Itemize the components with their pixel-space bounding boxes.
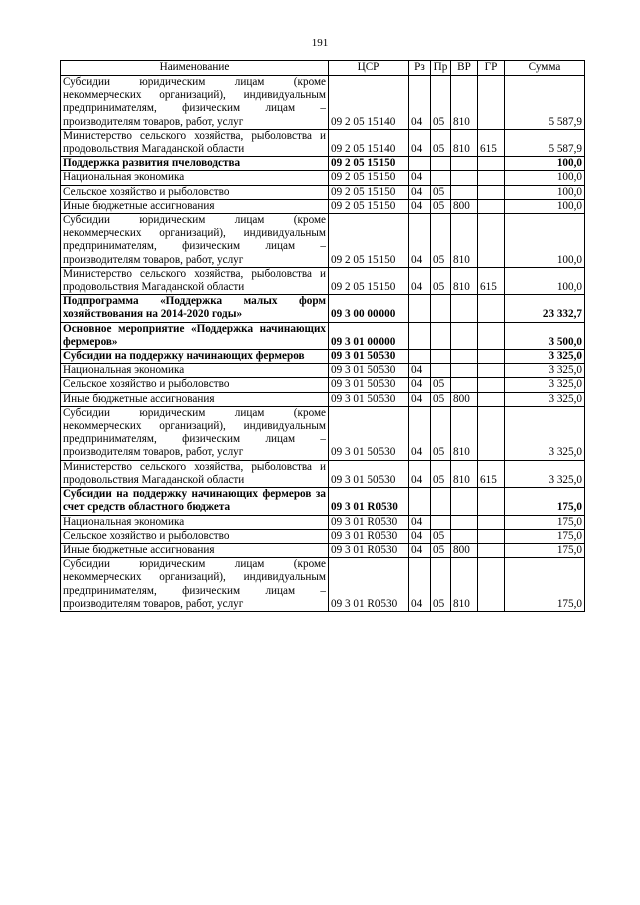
row-pr-cell: 05 xyxy=(431,267,451,294)
row-vr-cell: 810 xyxy=(451,214,478,268)
table-row xyxy=(61,529,585,543)
row-pr-cell: 05 xyxy=(431,185,451,199)
row-gr-cell xyxy=(478,543,505,557)
row-gr-cell xyxy=(478,157,505,171)
table-row xyxy=(61,543,585,557)
row-pr-cell xyxy=(431,322,451,349)
row-csr-cell: 09 3 01 50530 xyxy=(329,364,409,378)
row-rz-cell: 04 xyxy=(409,460,431,487)
row-vr-cell xyxy=(451,515,478,529)
budget-table xyxy=(60,60,585,612)
row-sum-cell: 100,0 xyxy=(505,214,585,268)
row-vr-cell: 810 xyxy=(451,460,478,487)
row-gr-cell xyxy=(478,558,505,612)
table-row xyxy=(61,460,585,487)
row-pr-cell: 05 xyxy=(431,214,451,268)
row-csr-cell: 09 3 01 50530 xyxy=(329,350,409,364)
row-vr-cell: 810 xyxy=(451,267,478,294)
row-vr-cell: 810 xyxy=(451,76,478,130)
row-name-cell: Министерство сельского хозяйства, рыболовства и продовольствия Магаданской области xyxy=(61,267,329,294)
row-pr-cell: 05 xyxy=(431,543,451,557)
row-csr-cell: 09 3 01 R0530 xyxy=(329,529,409,543)
row-rz-cell: 04 xyxy=(409,199,431,213)
row-rz-cell xyxy=(409,350,431,364)
row-sum-cell: 3 325,0 xyxy=(505,392,585,406)
row-csr-cell: 09 2 05 15150 xyxy=(329,199,409,213)
row-gr-cell xyxy=(478,214,505,268)
row-gr-cell xyxy=(478,378,505,392)
row-vr-cell xyxy=(451,322,478,349)
row-rz-cell: 04 xyxy=(409,267,431,294)
row-name-cell: Субсидии на поддержку начинающих фермеров за счет средств областного бюджета xyxy=(61,488,329,515)
row-name-cell: Сельское хозяйство и рыболовство xyxy=(61,378,329,392)
row-rz-cell xyxy=(409,488,431,515)
row-name-cell: Субсидии юридическим лицам (кроме некоммерческих организаций), индивидуальным предпринимателям, физическим лицам – производителям товаров, работ, услуг xyxy=(61,558,329,612)
row-gr-cell xyxy=(478,199,505,213)
row-csr-cell: 09 3 01 50530 xyxy=(329,406,409,460)
header-name: Наименование xyxy=(61,61,329,76)
row-csr-cell: 09 3 01 R0530 xyxy=(329,543,409,557)
table-row xyxy=(61,406,585,460)
row-name-cell: Национальная экономика xyxy=(61,515,329,529)
row-pr-cell xyxy=(431,350,451,364)
row-gr-cell: 615 xyxy=(478,129,505,156)
row-gr-cell: 615 xyxy=(478,267,505,294)
table-row xyxy=(61,214,585,268)
row-vr-cell xyxy=(451,488,478,515)
table-row xyxy=(61,157,585,171)
row-gr-cell xyxy=(478,488,505,515)
row-pr-cell: 05 xyxy=(431,76,451,130)
row-pr-cell: 05 xyxy=(431,392,451,406)
row-sum-cell: 3 325,0 xyxy=(505,350,585,364)
row-vr-cell xyxy=(451,171,478,185)
row-pr-cell: 05 xyxy=(431,406,451,460)
row-gr-cell xyxy=(478,392,505,406)
header-pr: Пр xyxy=(431,61,451,76)
row-pr-cell: 05 xyxy=(431,129,451,156)
row-csr-cell: 09 3 01 R0530 xyxy=(329,488,409,515)
header-csr: ЦСР xyxy=(329,61,409,76)
row-sum-cell: 23 332,7 xyxy=(505,295,585,322)
header-rz: Рз xyxy=(409,61,431,76)
table-row xyxy=(61,488,585,515)
page-number: 191 xyxy=(311,37,329,49)
row-sum-cell: 5 587,9 xyxy=(505,76,585,130)
row-name-cell: Национальная экономика xyxy=(61,171,329,185)
row-sum-cell: 3 325,0 xyxy=(505,378,585,392)
row-gr-cell xyxy=(478,406,505,460)
row-sum-cell: 5 587,9 xyxy=(505,129,585,156)
row-sum-cell: 175,0 xyxy=(505,488,585,515)
row-pr-cell xyxy=(431,295,451,322)
row-rz-cell: 04 xyxy=(409,76,431,130)
row-vr-cell xyxy=(451,529,478,543)
row-vr-cell: 810 xyxy=(451,406,478,460)
row-csr-cell: 09 3 01 R0530 xyxy=(329,515,409,529)
table-row xyxy=(61,515,585,529)
row-sum-cell: 175,0 xyxy=(505,543,585,557)
row-sum-cell: 175,0 xyxy=(505,515,585,529)
table-row xyxy=(61,392,585,406)
row-sum-cell: 3 325,0 xyxy=(505,364,585,378)
row-vr-cell xyxy=(451,157,478,171)
table-row xyxy=(61,199,585,213)
row-csr-cell: 09 2 05 15150 xyxy=(329,157,409,171)
row-name-cell: Сельское хозяйство и рыболовство xyxy=(61,529,329,543)
row-gr-cell xyxy=(478,529,505,543)
row-csr-cell: 09 2 05 15140 xyxy=(329,76,409,130)
row-csr-cell: 09 3 01 00000 xyxy=(329,322,409,349)
row-rz-cell xyxy=(409,295,431,322)
header-vr: ВР xyxy=(451,61,478,76)
row-csr-cell: 09 2 05 15150 xyxy=(329,267,409,294)
row-rz-cell xyxy=(409,157,431,171)
table-body xyxy=(61,76,585,612)
row-gr-cell xyxy=(478,295,505,322)
row-name-cell: Основное мероприятие «Поддержка начинающих фермеров» xyxy=(61,322,329,349)
row-gr-cell xyxy=(478,350,505,364)
row-name-cell: Министерство сельского хозяйства, рыболовства и продовольствия Магаданской области xyxy=(61,129,329,156)
row-name-cell: Иные бюджетные ассигнования xyxy=(61,392,329,406)
row-vr-cell xyxy=(451,350,478,364)
table-row xyxy=(61,378,585,392)
table-row xyxy=(61,267,585,294)
row-vr-cell: 800 xyxy=(451,392,478,406)
row-sum-cell: 3 325,0 xyxy=(505,460,585,487)
row-name-cell: Подпрограмма «Поддержка малых форм хозяйствования на 2014-2020 годы» xyxy=(61,295,329,322)
row-pr-cell xyxy=(431,157,451,171)
row-name-cell: Субсидии на поддержку начинающих фермеров xyxy=(61,350,329,364)
row-vr-cell xyxy=(451,295,478,322)
row-rz-cell xyxy=(409,322,431,349)
table-row xyxy=(61,185,585,199)
row-rz-cell: 04 xyxy=(409,406,431,460)
row-csr-cell: 09 2 05 15140 xyxy=(329,129,409,156)
row-gr-cell xyxy=(478,322,505,349)
header-gr: ГР xyxy=(478,61,505,76)
row-name-cell: Субсидии юридическим лицам (кроме некоммерческих организаций), индивидуальным предпринимателям, физическим лицам – производителям товаров, работ, услуг xyxy=(61,406,329,460)
row-vr-cell xyxy=(451,364,478,378)
table-row xyxy=(61,322,585,349)
row-name-cell: Субсидии юридическим лицам (кроме некоммерческих организаций), индивидуальным предпринимателям, физическим лицам – производителям товаров, работ, услуг xyxy=(61,76,329,130)
row-pr-cell xyxy=(431,364,451,378)
row-rz-cell: 04 xyxy=(409,392,431,406)
row-csr-cell: 09 3 00 00000 xyxy=(329,295,409,322)
row-name-cell: Сельское хозяйство и рыболовство xyxy=(61,185,329,199)
row-vr-cell xyxy=(451,185,478,199)
row-pr-cell xyxy=(431,171,451,185)
row-csr-cell: 09 2 05 15150 xyxy=(329,214,409,268)
row-csr-cell: 09 3 01 R0530 xyxy=(329,558,409,612)
row-pr-cell: 05 xyxy=(431,529,451,543)
table-row xyxy=(61,364,585,378)
row-rz-cell: 04 xyxy=(409,515,431,529)
table-row xyxy=(61,129,585,156)
table-row xyxy=(61,558,585,612)
row-vr-cell: 800 xyxy=(451,199,478,213)
row-rz-cell: 04 xyxy=(409,171,431,185)
row-vr-cell xyxy=(451,378,478,392)
row-gr-cell xyxy=(478,515,505,529)
row-rz-cell: 04 xyxy=(409,214,431,268)
row-csr-cell: 09 2 05 15150 xyxy=(329,171,409,185)
row-name-cell: Национальная экономика xyxy=(61,364,329,378)
table-row xyxy=(61,295,585,322)
row-sum-cell: 175,0 xyxy=(505,529,585,543)
row-vr-cell: 800 xyxy=(451,543,478,557)
row-rz-cell: 04 xyxy=(409,364,431,378)
table-row xyxy=(61,76,585,130)
row-pr-cell: 05 xyxy=(431,558,451,612)
row-csr-cell: 09 2 05 15150 xyxy=(329,185,409,199)
header-sum: Сумма xyxy=(505,61,585,76)
row-rz-cell: 04 xyxy=(409,378,431,392)
table-row xyxy=(61,350,585,364)
row-name-cell: Субсидии юридическим лицам (кроме некоммерческих организаций), индивидуальным предпринимателям, физическим лицам – производителям товаров, работ, услуг xyxy=(61,214,329,268)
row-rz-cell: 04 xyxy=(409,543,431,557)
row-name-cell: Министерство сельского хозяйства, рыболовства и продовольствия Магаданской области xyxy=(61,460,329,487)
row-csr-cell: 09 3 01 50530 xyxy=(329,460,409,487)
row-sum-cell: 100,0 xyxy=(505,171,585,185)
row-pr-cell xyxy=(431,488,451,515)
row-pr-cell: 05 xyxy=(431,378,451,392)
row-sum-cell: 3 500,0 xyxy=(505,322,585,349)
row-csr-cell: 09 3 01 50530 xyxy=(329,378,409,392)
row-pr-cell xyxy=(431,515,451,529)
row-sum-cell: 100,0 xyxy=(505,185,585,199)
row-gr-cell xyxy=(478,364,505,378)
row-csr-cell: 09 3 01 50530 xyxy=(329,392,409,406)
row-sum-cell: 175,0 xyxy=(505,558,585,612)
row-sum-cell: 100,0 xyxy=(505,267,585,294)
row-gr-cell xyxy=(478,185,505,199)
row-pr-cell: 05 xyxy=(431,199,451,213)
row-pr-cell: 05 xyxy=(431,460,451,487)
table-row xyxy=(61,171,585,185)
row-name-cell: Иные бюджетные ассигнования xyxy=(61,543,329,557)
row-name-cell: Поддержка развития пчеловодства xyxy=(61,157,329,171)
table-header-row xyxy=(61,61,585,76)
row-vr-cell: 810 xyxy=(451,558,478,612)
row-gr-cell xyxy=(478,76,505,130)
row-gr-cell xyxy=(478,171,505,185)
row-sum-cell: 3 325,0 xyxy=(505,406,585,460)
row-name-cell: Иные бюджетные ассигнования xyxy=(61,199,329,213)
row-rz-cell: 04 xyxy=(409,185,431,199)
row-rz-cell: 04 xyxy=(409,558,431,612)
row-rz-cell: 04 xyxy=(409,129,431,156)
row-vr-cell: 810 xyxy=(451,129,478,156)
row-sum-cell: 100,0 xyxy=(505,157,585,171)
row-gr-cell: 615 xyxy=(478,460,505,487)
row-sum-cell: 100,0 xyxy=(505,199,585,213)
row-rz-cell: 04 xyxy=(409,529,431,543)
